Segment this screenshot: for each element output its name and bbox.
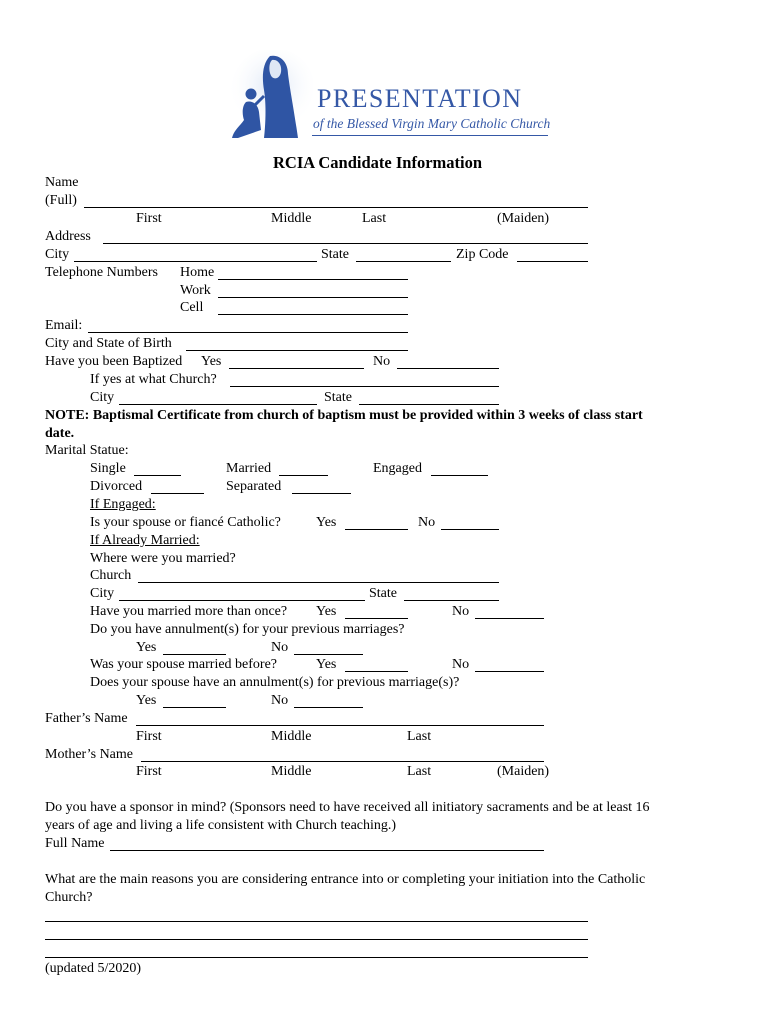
father-name-field[interactable] [136, 725, 544, 726]
baptized-no-field[interactable] [397, 368, 499, 369]
first-caption: First [136, 211, 162, 226]
marriage-city-label: City [90, 586, 115, 601]
father-middle-caption: Middle [271, 729, 312, 744]
fiance-no-field[interactable] [441, 529, 499, 530]
divorced-label: Divorced [90, 479, 143, 494]
spouse-annulment-question: Does your spouse have an annulment(s) for previous marriage(s)? [90, 675, 460, 690]
marriage-city-field[interactable] [119, 600, 365, 601]
spouse-married-question: Was your spouse married before? [90, 657, 278, 672]
marital-label: Marital Statue: [45, 443, 129, 458]
church-logo [218, 50, 313, 147]
divorced-field[interactable] [151, 493, 204, 494]
marriage-church-field[interactable] [138, 582, 499, 583]
engaged-field[interactable] [431, 475, 488, 476]
state-field[interactable] [356, 261, 451, 262]
baptized-yes-label: Yes [201, 354, 222, 369]
married-more-no-label: No [452, 604, 470, 619]
state-label: State [321, 247, 349, 262]
city-field[interactable] [74, 261, 317, 262]
spouse-annulment-yes-field[interactable] [163, 707, 226, 708]
annulment-yes-label: Yes [136, 640, 157, 655]
annulment-yes-field[interactable] [163, 654, 226, 655]
birth-field[interactable] [186, 350, 408, 351]
email-field[interactable] [88, 332, 408, 333]
engaged-label: Engaged [373, 461, 422, 476]
zip-label: Zip Code [456, 247, 509, 262]
spouse-married-yes-field[interactable] [345, 671, 408, 672]
spouse-married-yes-label: Yes [316, 657, 337, 672]
reasons-question-line-2: Church? [45, 890, 93, 905]
fiance-no-label: No [418, 515, 436, 530]
home-phone-field[interactable] [218, 279, 408, 280]
page-title: RCIA Candidate Information [273, 153, 483, 172]
email-label: Email: [45, 318, 83, 333]
annulment-question: Do you have annulment(s) for your previous marriages? [90, 622, 405, 637]
reasons-question-line-1: What are the main reasons you are considering entrance into or completing your initiation into the Catholic [45, 872, 646, 887]
baptism-state-field[interactable] [359, 404, 499, 405]
city-label: City [45, 247, 70, 262]
baptism-church-field[interactable] [230, 386, 499, 387]
single-field[interactable] [134, 475, 181, 476]
married-more-yes-label: Yes [316, 604, 337, 619]
reasons-answer-line-3[interactable] [45, 957, 588, 958]
married-more-yes-field[interactable] [345, 618, 408, 619]
father-first-caption: First [136, 729, 162, 744]
middle-caption: Middle [271, 211, 312, 226]
separated-field[interactable] [292, 493, 351, 494]
maiden-caption: (Maiden) [497, 211, 550, 226]
marriage-state-field[interactable] [404, 600, 499, 601]
note-line-2: date. [45, 426, 75, 441]
address-label: Address [45, 229, 91, 244]
baptism-city-field[interactable] [119, 404, 317, 405]
full-name-field[interactable] [84, 207, 588, 208]
work-phone-field[interactable] [218, 297, 408, 298]
where-married-label: Where were you married? [90, 551, 236, 566]
baptized-label: Have you been Baptized [45, 354, 183, 369]
mother-last-caption: Last [407, 764, 432, 779]
fiance-question: Is your spouse or fiancé Catholic? [90, 515, 281, 530]
madonna-figure-icon [218, 50, 313, 142]
full-name-label: (Full) [45, 193, 77, 208]
baptism-state-label: State [324, 390, 352, 405]
single-label: Single [90, 461, 126, 476]
separated-label: Separated [226, 479, 282, 494]
cell-label: Cell [180, 300, 204, 315]
sponsor-full-name-field[interactable] [110, 850, 544, 851]
marriage-state-label: State [369, 586, 397, 601]
address-field[interactable] [103, 243, 588, 244]
logo-subtitle: of the Blessed Virgin Mary Catholic Church [313, 116, 551, 131]
annulment-no-label: No [271, 640, 289, 655]
marriage-church-label: Church [90, 568, 132, 583]
married-field[interactable] [279, 475, 328, 476]
logo-divider [312, 135, 548, 136]
fiance-yes-field[interactable] [345, 529, 408, 530]
father-last-caption: Last [407, 729, 432, 744]
reasons-answer-line-2[interactable] [45, 939, 588, 940]
if-engaged-heading: If Engaged: [90, 497, 156, 512]
home-label: Home [180, 265, 215, 280]
updated-note: (updated 5/2020) [45, 961, 142, 976]
spouse-married-no-field[interactable] [475, 671, 544, 672]
spouse-married-no-label: No [452, 657, 470, 672]
annulment-no-field[interactable] [294, 654, 363, 655]
work-label: Work [180, 283, 211, 298]
married-more-no-field[interactable] [475, 618, 544, 619]
note-line-1: NOTE: Baptismal Certificate from church of baptism must be provided within 3 weeks of class start [45, 408, 643, 423]
fiance-yes-label: Yes [316, 515, 337, 530]
sponsor-question-line-1: Do you have a sponsor in mind? (Sponsors need to have received all initiatory sacraments and be at least 16 [45, 800, 650, 815]
telephone-label: Telephone Numbers [45, 265, 158, 280]
spouse-annulment-no-field[interactable] [294, 707, 363, 708]
sponsor-full-name-label: Full Name [45, 836, 105, 851]
reasons-answer-line-1[interactable] [45, 921, 588, 922]
birth-label: City and State of Birth [45, 336, 172, 351]
baptized-no-label: No [373, 354, 391, 369]
mother-label: Mother’s Name [45, 747, 133, 762]
cell-phone-field[interactable] [218, 314, 408, 315]
what-church-label: If yes at what Church? [90, 372, 217, 387]
married-more-question: Have you married more than once? [90, 604, 288, 619]
married-label: Married [226, 461, 272, 476]
baptized-yes-field[interactable] [229, 368, 364, 369]
name-label: Name [45, 175, 79, 190]
mother-maiden-caption: (Maiden) [497, 764, 550, 779]
mother-middle-caption: Middle [271, 764, 312, 779]
baptism-city-label: City [90, 390, 115, 405]
spouse-annulment-no-label: No [271, 693, 289, 708]
spouse-annulment-yes-label: Yes [136, 693, 157, 708]
if-married-heading: If Already Married: [90, 533, 200, 548]
mother-name-field[interactable] [141, 761, 544, 762]
zip-field[interactable] [517, 261, 588, 262]
mother-first-caption: First [136, 764, 162, 779]
father-label: Father’s Name [45, 711, 128, 726]
sponsor-question-line-2: years of age and living a life consistent with Church teaching.) [45, 818, 397, 833]
logo-title: PRESENTATION [317, 84, 523, 113]
last-caption: Last [362, 211, 387, 226]
